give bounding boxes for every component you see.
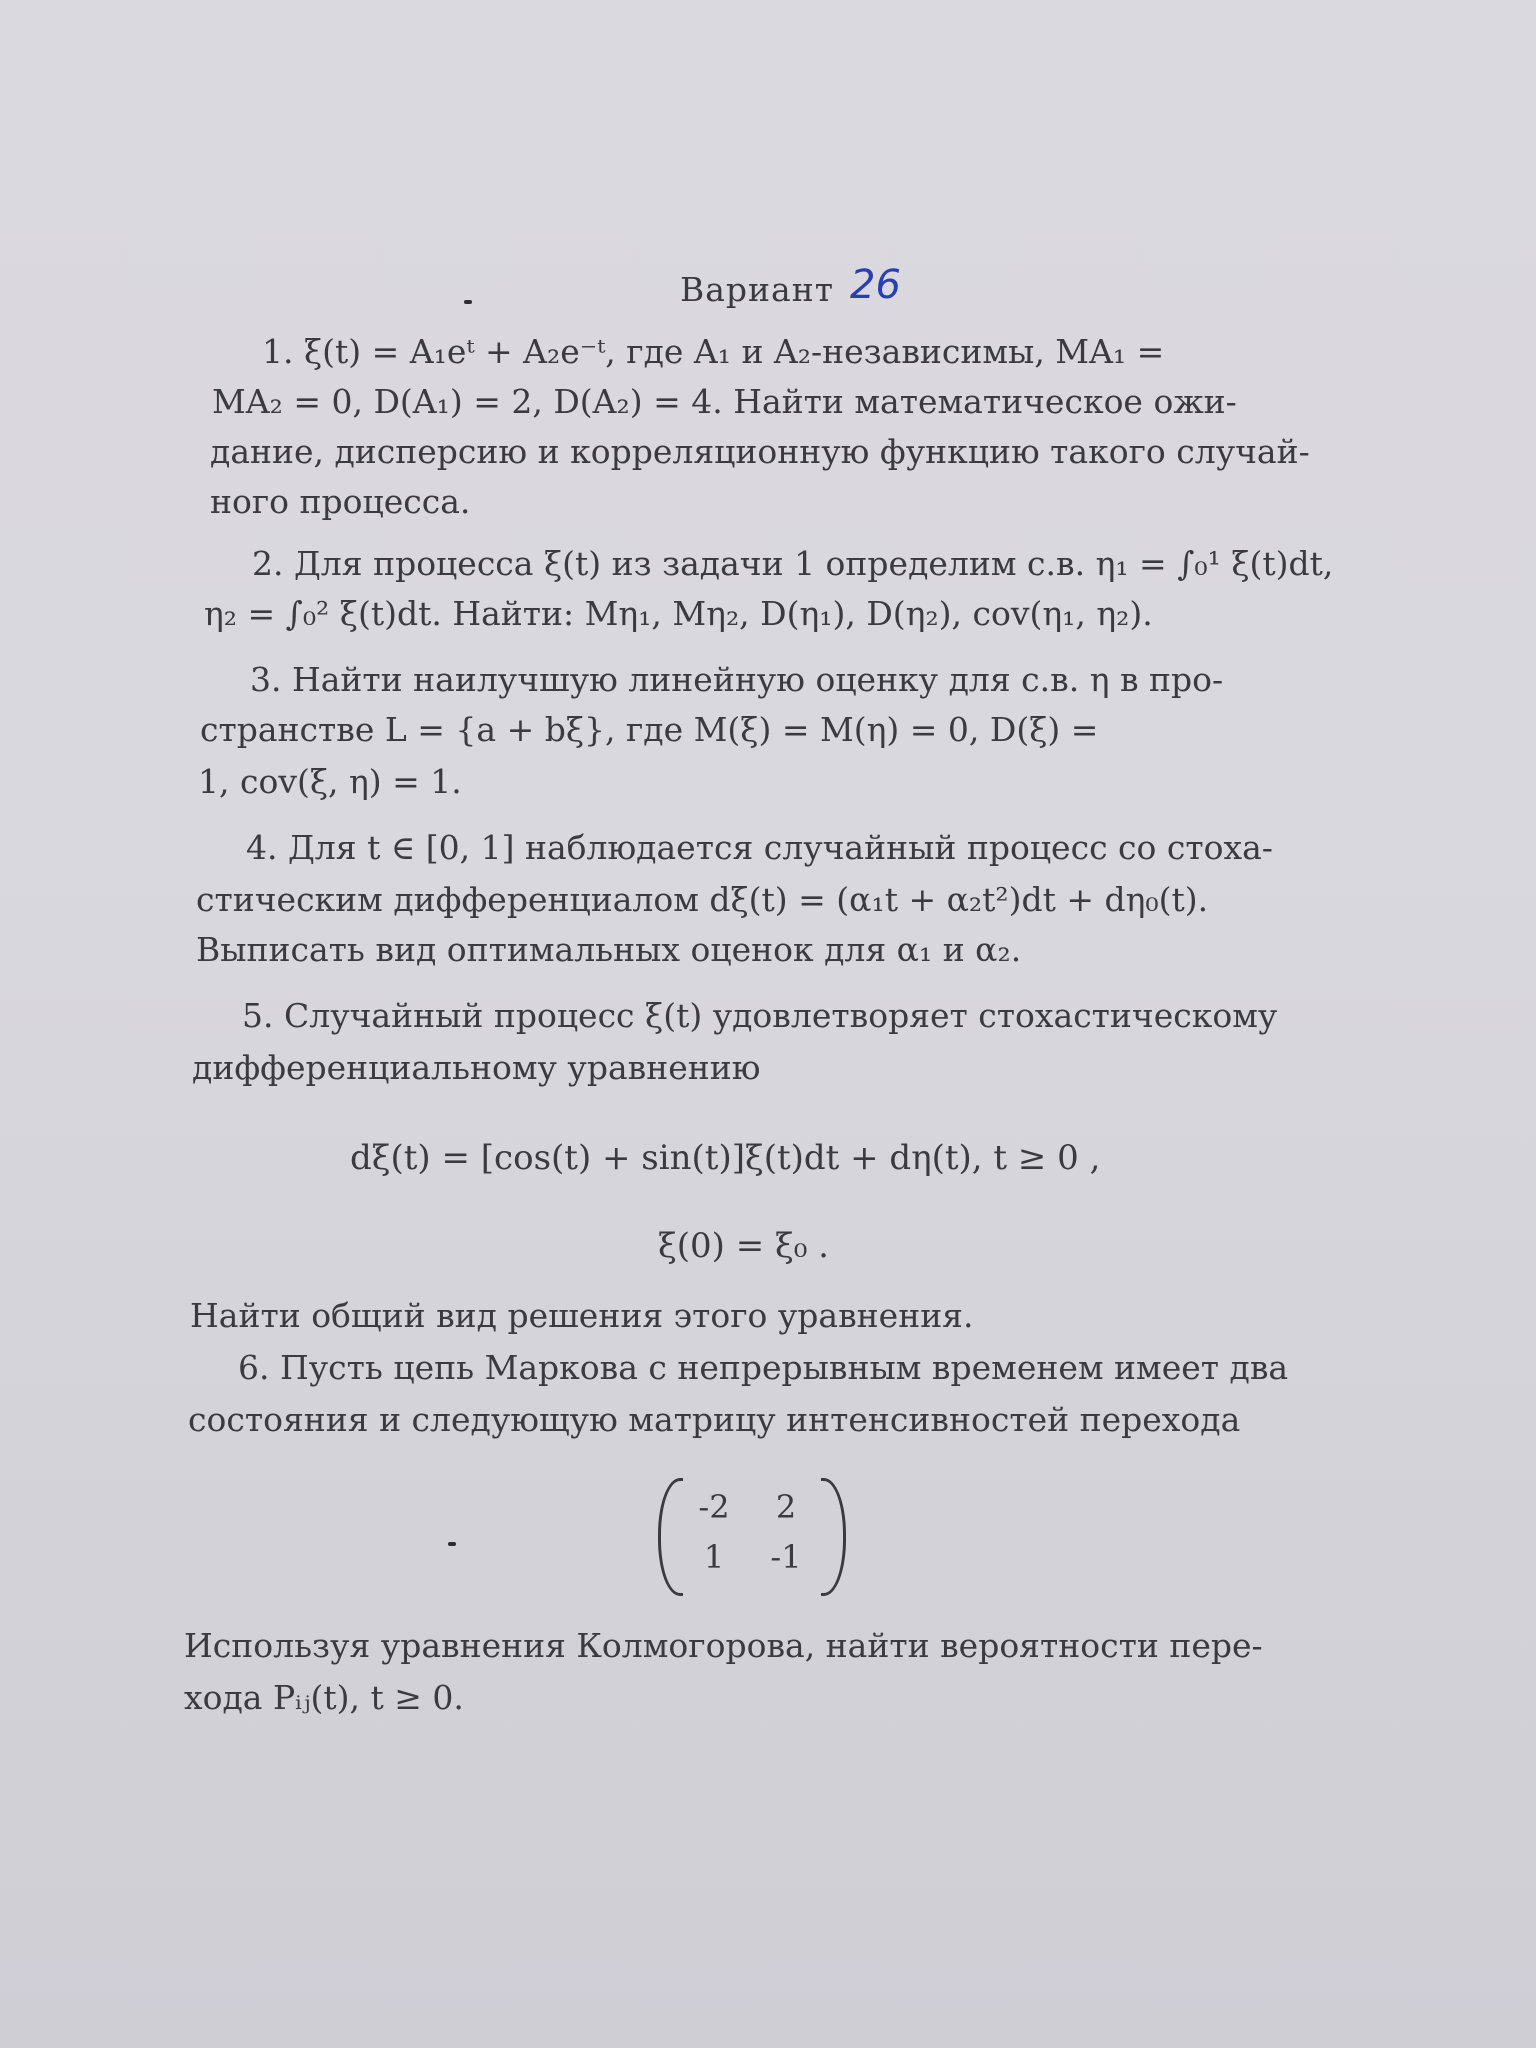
problem-1-line-4: ного процесса. [210, 482, 471, 521]
problem-3-line-3: 1, cov(ξ, η) = 1. [198, 762, 462, 801]
problem-4-line-2: стическим дифференциалом dξ(t) = (α₁t + α₂t²)dt + dη₀(t). [196, 880, 1209, 919]
problem-4-line-1: 4. Для t ∈ [0, 1] наблюдается случайный процесс со стоха- [246, 828, 1273, 867]
problem-5-initial-condition: ξ(0) = ξ₀ . [658, 1226, 829, 1266]
problem-6-line-3: Используя уравнения Колмогорова, найти вероятности пере- [184, 1626, 1263, 1665]
problem-6-line-2: состояния и следующую матрицу интенсивностей перехода [188, 1400, 1241, 1439]
matrix-right-paren [821, 1478, 846, 1596]
ink-dot [448, 1542, 456, 1546]
problem-5-line-1: 5. Случайный процесс ξ(t) удовлетворяет стохастическому [242, 996, 1278, 1035]
variant-title: Вариант [680, 270, 834, 309]
problem-1-line-1: 1. ξ(t) = A₁eᵗ + A₂e⁻ᵗ, где A₁ и A₂-независимы, MA₁ = [262, 332, 1165, 371]
problem-6-line-4: хода Pᵢⱼ(t), t ≥ 0. [184, 1678, 464, 1717]
ink-dot [464, 300, 472, 304]
matrix-cell-1-2: 2 [775, 1488, 797, 1526]
problem-6-line-1: 6. Пусть цепь Маркова с непрерывным временем имеет два [238, 1348, 1289, 1387]
problem-3-line-2: странстве L = {a + bξ}, где M(ξ) = M(η) = 0, D(ξ) = [200, 710, 1099, 749]
problem-3-line-1: 3. Найти наилучшую линейную оценку для с.в. η в про- [250, 660, 1224, 699]
problem-5-equation: dξ(t) = [cos(t) + sin(t)]ξ(t)dt + dη(t), t ≥ 0 , [350, 1138, 1101, 1178]
transition-intensity-matrix [658, 1478, 846, 1590]
problem-1-line-3: дание, дисперсию и корреляционную функцию такого случай- [210, 432, 1310, 471]
problem-2-line-2: η₂ = ∫₀² ξ(t)dt. Найти: Mη₁, Mη₂, D(η₁), D(η₂), cov(η₁, η₂). [204, 594, 1153, 633]
problem-5-line-2: дифференциальному уравнению [192, 1048, 761, 1087]
problem-2-line-1: 2. Для процесса ξ(t) из задачи 1 определим с.в. η₁ = ∫₀¹ ξ(t)dt, [252, 544, 1334, 583]
handwritten-variant-number: 26 [850, 262, 901, 308]
problem-4-line-3: Выписать вид оптимальных оценок для α₁ и α₂. [196, 930, 1022, 969]
matrix-cell-1-1: -2 [698, 1488, 730, 1526]
matrix-left-paren [658, 1478, 683, 1596]
problem-1-line-2: MA₂ = 0, D(A₁) = 2, D(A₂) = 4. Найти математическое ожи- [212, 382, 1237, 421]
matrix-cell-2-2: -1 [770, 1538, 802, 1576]
matrix-cell-2-1: 1 [703, 1538, 725, 1576]
problem-5-line-3: Найти общий вид решения этого уравнения. [190, 1296, 974, 1335]
